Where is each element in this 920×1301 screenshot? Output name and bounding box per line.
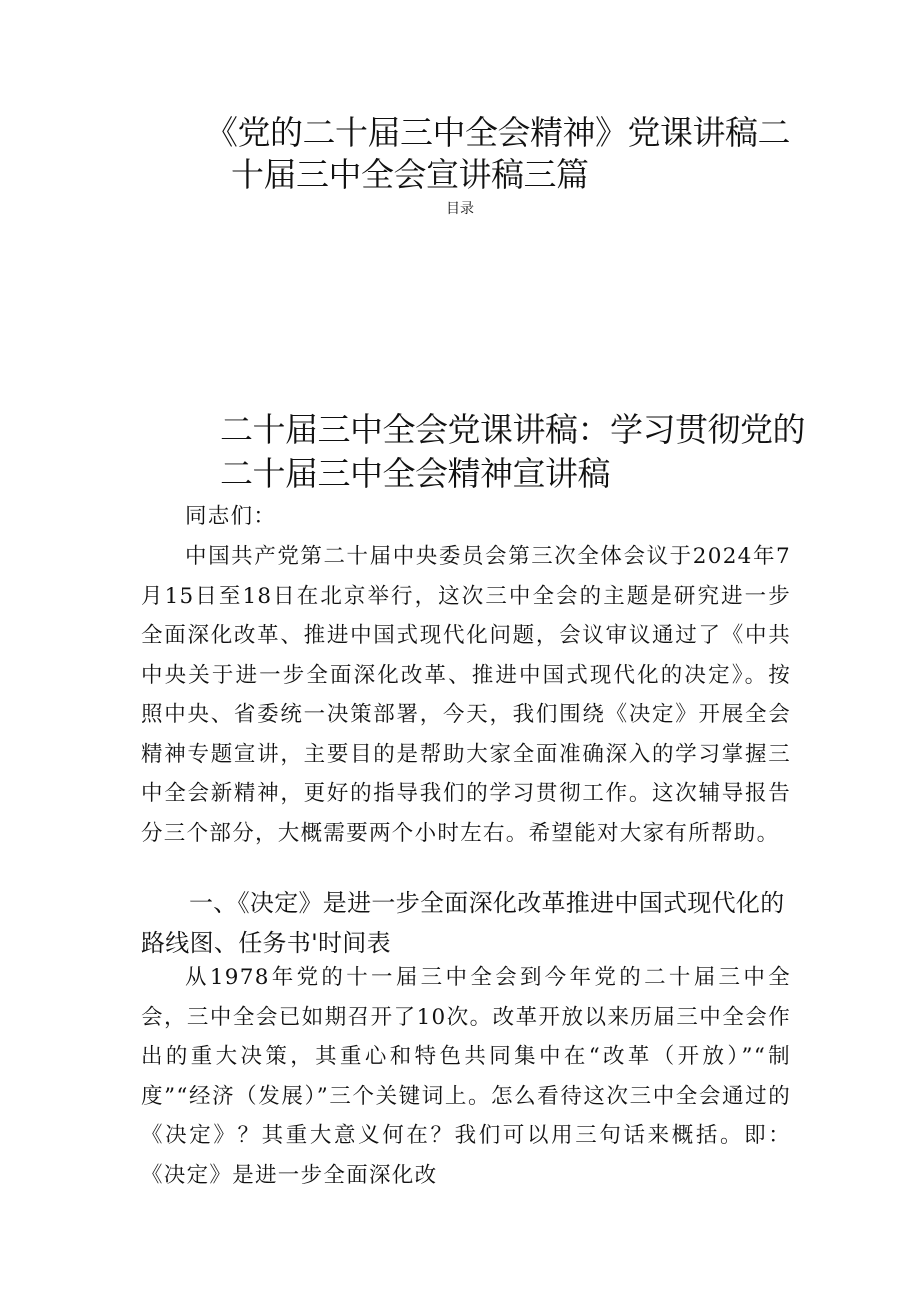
speech-title-line1: 二十届三中全会党课讲稿：学习贯彻党的: [220, 410, 805, 449]
paragraph-section1: 从1978年党的十一届三中全会到今年党的二十届三中全会，三中全会已如期召开了10次。改革开放以来历届三中全会作出的重大决策，其重心和特色共同集中在“改革（开放）”“制度”“经济（发展）”三个关键词上。怎么看待这次三中全会通过的《决定》？其重大意义何在？我们可以用三句话来概括。即：《决定》是进一步全面深化改: [141, 965, 791, 1188]
section-heading-1: 一、《决定》是进一步全面深化改革推进中国式现代化的路线图、任务书'时间表: [141, 889, 785, 957]
speech-title-line2: 二十届三中全会精神宣讲稿: [220, 454, 610, 493]
speech-title: [220, 408, 820, 496]
paragraph-intro: 中国共产党第二十届中央委员会第三次全体会议于2024年7月15日至18日在北京举行，这次三中全会的主题是研究进一步全面深化改革、推进中国式现代化问题，会议审议通过了《中共中央关于进一步全面深化改革、推进中国式现代化的决定》。按照中央、省委统一决策部署，今天，我们围绕《决定》开展全会精神专题宣讲，主要目的是帮助大家全面准确深入的学习掌握三中全会新精神，更好的指导我们的学习贯彻工作。这次辅导报告分三个部分，大概需要两个小时左右。希望能对大家有所帮助。: [141, 544, 791, 846]
document-title-line1: 《党的二十届三中全会精神》党课讲稿二: [205, 113, 790, 152]
greeting: 同志们：: [185, 504, 277, 529]
document-title: [205, 112, 805, 196]
document-title-line2: 十届三中全会宣讲稿三篇: [231, 155, 589, 194]
toc-label: 目录: [446, 201, 474, 217]
